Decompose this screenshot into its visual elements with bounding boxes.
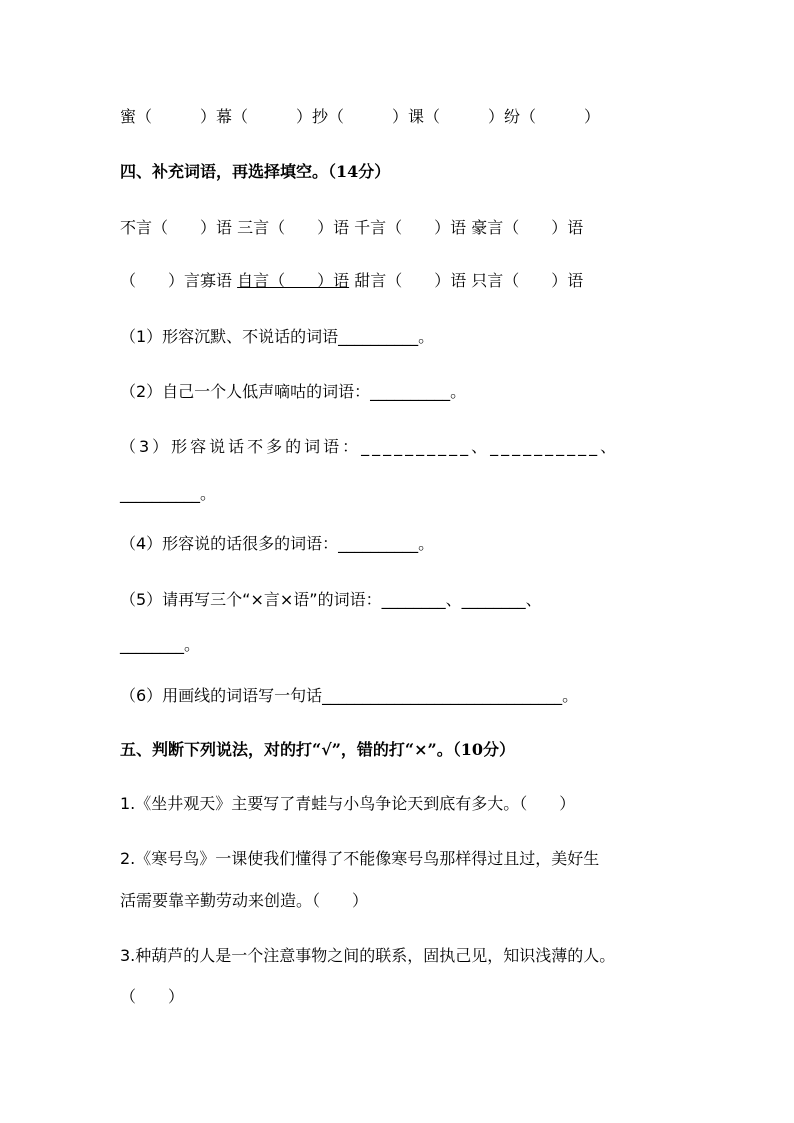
section-5-heading: 五、判断下列说法，对的打“√”，错的打“×”。（10分） xyxy=(120,740,516,759)
section-4-word-row-1: 不言（ ）语 三言（ ）语 千言（ ）语 豪言（ ）语 xyxy=(120,218,584,237)
question-5-line-1: （5）请再写三个“×言×语”的词语：________、________、 xyxy=(120,590,542,609)
question-3-line-1: （3）形容说话不多的词语：__________、__________、 xyxy=(120,437,620,456)
judgement-item-3-line-2: （ ） xyxy=(120,987,185,1006)
question-1: （1）形容沉默、不说话的词语__________。 xyxy=(120,327,435,346)
question-5-line-2: ________。 xyxy=(120,635,201,654)
question-6: （6）用画线的词语写一句话______________________________。 xyxy=(120,686,579,705)
fill-row-characters: 蜜（ ）幕（ ）抄（ ）课（ ）纷（ ） xyxy=(120,107,601,126)
section-4-heading: 四、补充词语，再选择填空。（14分） xyxy=(120,162,391,181)
word-row-2-start: （ ）言寡语 xyxy=(120,271,238,290)
question-2: （2）自己一个人低声嘀咕的词语：__________。 xyxy=(120,382,467,401)
word-row-2-end: 甜言（ ）语 只言（ ）语 xyxy=(349,271,584,290)
judgement-item-1: 1.《坐井观天》主要写了青蛙与小鸟争论天到底有多大。（ ） xyxy=(120,794,576,813)
section-4-word-row-2 xyxy=(120,270,583,292)
judgement-item-3-line-1: 3.种葫芦的人是一个注意事物之间的联系，固执己见，知识浅薄的人。 xyxy=(120,946,616,965)
question-4: （4）形容说的话很多的词语：__________。 xyxy=(120,534,435,553)
judgement-item-2-line-1: 2.《寒号鸟》一课使我们懂得了不能像寒号鸟那样得过且过，美好生 xyxy=(120,849,600,868)
judgement-item-2-line-2: 活需要靠辛勤劳动来创造。（ ） xyxy=(120,891,369,910)
question-3-line-2: __________。 xyxy=(120,484,217,503)
underlined-word: 自言（ ）语 xyxy=(237,271,350,290)
